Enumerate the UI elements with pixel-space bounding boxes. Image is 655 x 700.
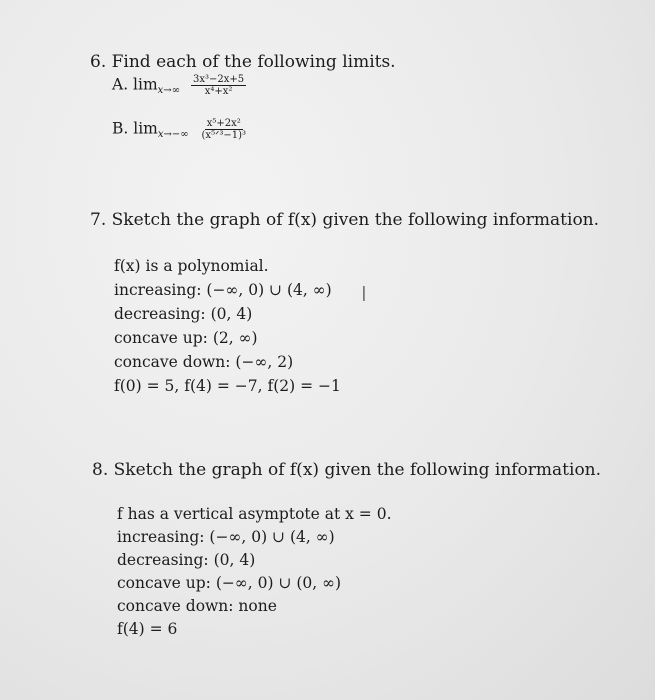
q8-line-1: f has a vertical asymptote at x = 0. <box>117 505 392 523</box>
q7-line-3: decreasing: (0, 4) <box>114 305 253 323</box>
q6-title: 6. Find each of the following limits. <box>90 52 396 72</box>
q8-line-4: concave up: (−∞, 0) ∪ (0, ∞) <box>117 574 342 592</box>
q8-line-2: increasing: (−∞, 0) ∪ (4, ∞) <box>117 528 335 546</box>
q7-line-6: f(0) = 5, f(4) = −7, f(2) = −1 <box>114 377 341 395</box>
q7-line-4: concave up: (2, ∞) <box>114 329 258 347</box>
q7-line-2: increasing: (−∞, 0) ∪ (4, ∞) <box>114 281 332 299</box>
q6-a-subscript: x→∞ <box>157 84 181 96</box>
text-cursor-icon: I <box>361 282 367 306</box>
q8-title: 8. Sketch the graph of f(x) given the following information. <box>92 460 602 480</box>
q6-b-prefix: B. lim <box>112 119 158 138</box>
q6-a-numerator: 3x³−2x+5 <box>192 74 245 85</box>
q6-a-denominator: x⁴+x² <box>204 86 233 97</box>
q6-part-a <box>112 74 246 97</box>
q7-title: 7. Sketch the graph of f(x) given the following information. <box>90 210 600 230</box>
q6-b-subscript: x→−∞ <box>157 128 189 140</box>
q6-b-fraction <box>200 118 248 141</box>
q7-line-1: f(x) is a polynomial. <box>114 257 269 275</box>
q6-b-denominator: (x⁵ᐟ³−1)³ <box>201 130 246 141</box>
q6-a-fraction <box>191 74 246 97</box>
q6-part-b <box>112 118 248 141</box>
q6-a-prefix: A. lim <box>112 75 158 94</box>
q6-b-numerator: x⁵+2x² <box>206 118 241 129</box>
q8-line-3: decreasing: (0, 4) <box>117 551 256 569</box>
q7-line-5: concave down: (−∞, 2) <box>114 353 294 371</box>
q8-line-6: f(4) = 6 <box>117 620 178 638</box>
q8-line-5: concave down: none <box>117 597 277 615</box>
